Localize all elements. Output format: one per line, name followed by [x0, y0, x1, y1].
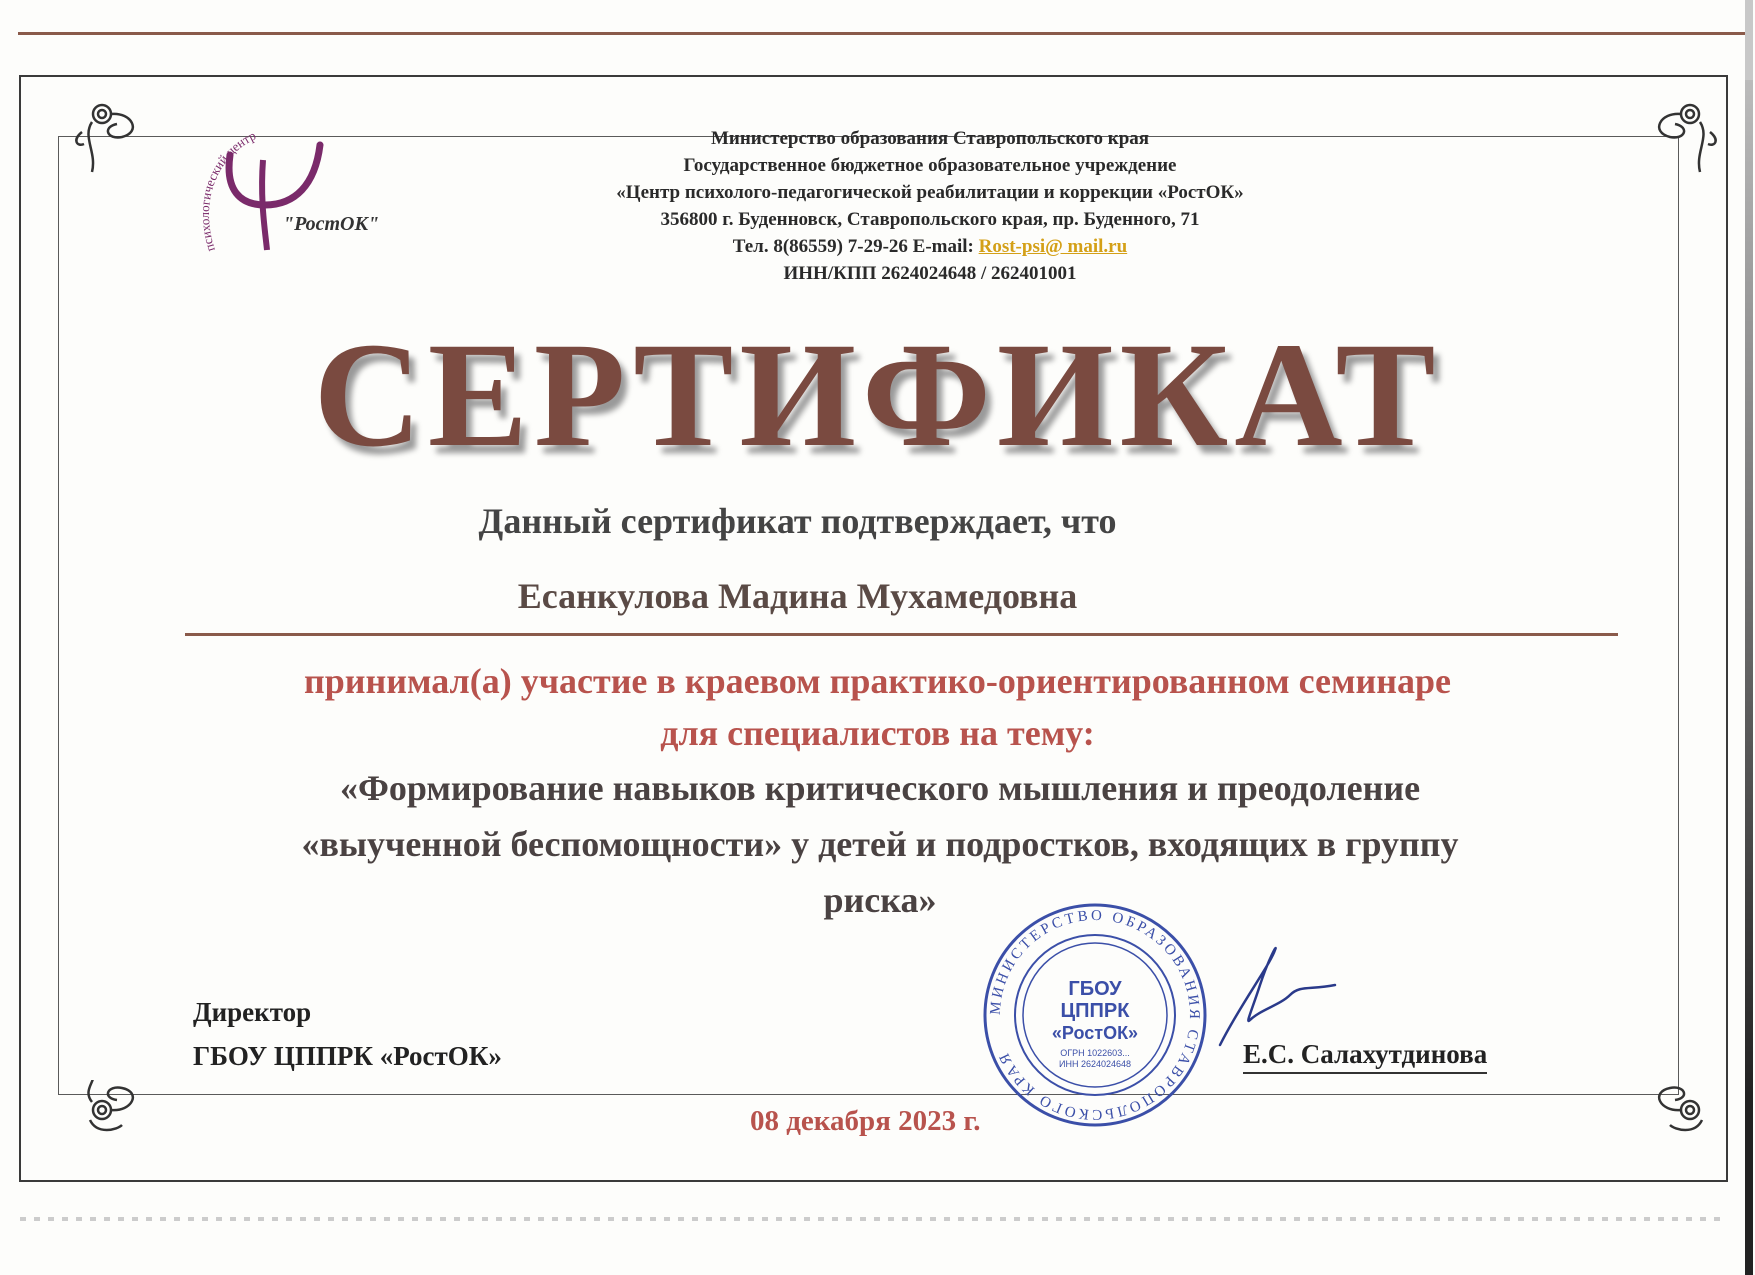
participation-line-2: для специалистов на тему:: [660, 713, 1095, 753]
email-link[interactable]: Rost-psi@ mail.ru: [978, 236, 1128, 257]
stamp-line-1: ГБОУ: [1068, 978, 1122, 1000]
director-organization: ГБОУ ЦППРК «РостОК»: [193, 1041, 502, 1071]
corner-ornament-icon: [1610, 1080, 1730, 1170]
svg-text:психологический центр: психологический центр: [196, 127, 259, 254]
top-rule: [18, 32, 1746, 35]
institution-header: [430, 125, 1430, 287]
stamp-line-2: ЦППРК: [1060, 1000, 1130, 1022]
institution-name-line: «Центр психолого-педагогической реабилитации и коррекции «РостОК»: [616, 182, 1244, 203]
phone-text: Тел. 8(86559) 7-29-26 E-mail:: [732, 236, 979, 257]
rostok-logo: [175, 110, 435, 270]
stamp-ring-text: МИНИСТЕРСТВО ОБРАЗОВАНИЯ СТАВРОПОЛЬСКОГО КРАЯ: [987, 907, 1203, 1123]
recipient-name: Есанкулова Мадина Мухамедовна: [517, 576, 1078, 616]
stamp-line-3: «РостОК»: [1051, 1023, 1139, 1043]
name-underline: [185, 633, 1618, 636]
confirm-text: Данный сертификат подтверждает, что: [478, 501, 1117, 541]
official-stamp: [980, 900, 1210, 1130]
corner-ornament-icon: [1610, 92, 1730, 182]
inn-line: ИНН/КПП 2624024648 / 262401001: [783, 263, 1077, 284]
stamp-inn: ИНН 2624024648: [1058, 1059, 1132, 1069]
svg-text:"РостОК": "РостОК": [283, 213, 380, 235]
seminar-topic: [170, 760, 1590, 928]
participation-text: [0, 655, 1755, 759]
address-line: 356800 г. Буденновск, Ставропольского края, пр. Буденного, 71: [660, 209, 1200, 230]
stamp-ogrn: ОГРН 1022603...: [1060, 1048, 1130, 1058]
institution-type-line: Государственное бюджетное образовательное учреждение: [683, 155, 1177, 176]
director-block: [193, 990, 502, 1078]
corner-ornament-icon: [62, 92, 182, 182]
scan-bottom-edge: [20, 1217, 1720, 1221]
certificate-date: 08 декабря 2023 г.: [750, 1105, 981, 1137]
signer-name: Е.С. Салахутдинова: [1243, 1039, 1487, 1074]
director-role: Директор: [193, 997, 312, 1027]
ministry-line: Министерство образования Ставропольского края: [710, 128, 1150, 149]
topic-line-2: «выученной беспомощности» у детей и подростков, входящих в группу: [301, 824, 1459, 864]
corner-ornament-icon: [62, 1080, 182, 1170]
scan-edge-top: [1745, 0, 1753, 80]
certificate-title: СЕРТИФИКАТ: [313, 312, 1442, 478]
topic-line-3: риска»: [823, 880, 937, 920]
participation-line-1: принимал(а) участие в краевом практико-ориентированном семинаре: [303, 661, 1452, 701]
contact-line: [430, 233, 1430, 260]
topic-line-1: «Формирование навыков критического мышления и преодоление: [339, 768, 1421, 808]
